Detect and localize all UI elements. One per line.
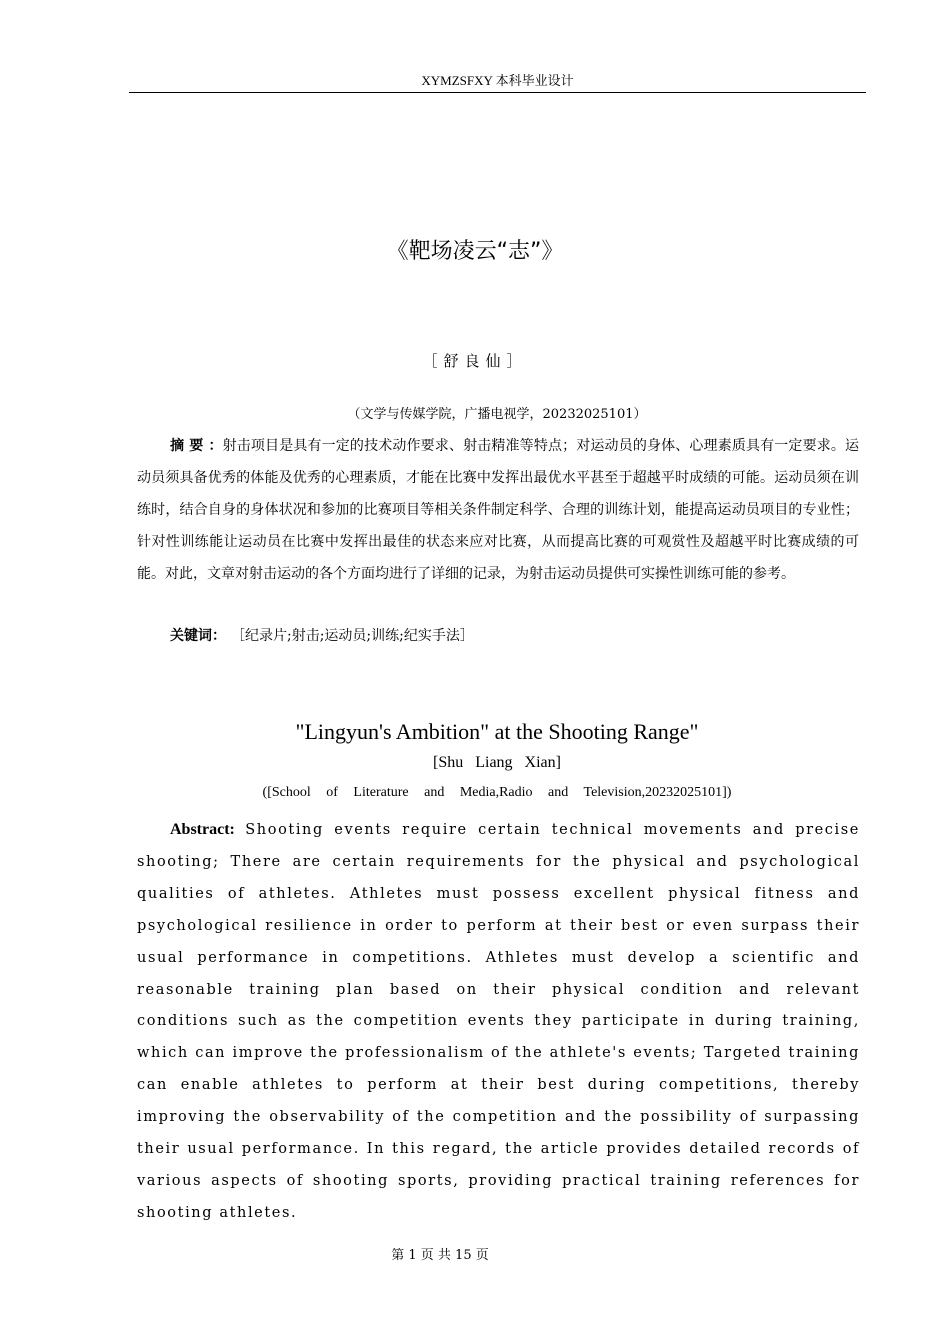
english-affiliation: ([School of Literature and Media,Radio and Television,20232025101]) — [262, 785, 732, 800]
chinese-keywords-label: 关键词： — [170, 628, 226, 644]
chinese-keywords-text: ［纪录片;射击;运动员;训练;纪实手法］ — [238, 628, 474, 644]
page-header: XYMZSFXY 本科毕业设计 — [129, 72, 866, 93]
chinese-abstract-text: 射击项目是具有一定的技术动作要求、射击精准等特点；对运动员的身体、心理素质具有一定要求。运动员须具备优秀的体能及优秀的心理素质，才能在比赛中发挥出最优水平甚至于超越平时成绩的可能。运动员须在训练时，结合自身的身体状况和参加的比赛项目等相关条件制定科学、合理的训练计划，能提高运动员项目的专业性；针对性训练能让运动员在比赛中发挥出最佳的状态来应对比赛，从而提高比赛的可观赏性及超越平时比赛成绩的可能。对此，文章对射击运动的各个方面均进行了详细的记录，为射击运动员提供可实操性训练可能的参考。 — [137, 438, 860, 582]
chinese-affiliation: （文学与传媒学院，广播电视学，20232025101） — [347, 407, 647, 422]
english-title: "Lingyun's Ambition" at the Shooting Range" — [295, 719, 699, 744]
english-abstract-text: Shooting events require certain technical movements and precise shooting; There are certain requirements for the physical and psychological qualities of athletes. Athletes must possess excellent physical fitness and psychological resilience in order to perform at their best or even surpass their usual performance in competitions. Athletes must develop a scientific and reasonable training plan based on their physical condition and relevant conditions such as the competition events they participate in during training, which can improve the professionalism of the athlete's events; Targeted training can enable athletes to perform at their best during competitions, thereby improving the observability of the competition and the possibility of surpassing their usual performance. In this regard, the article provides detailed records of various aspects of shooting sports, providing practical training references for shooting athletes. — [137, 822, 860, 1221]
chinese-abstract — [137, 431, 859, 591]
english-abstract — [137, 814, 860, 1230]
chinese-title: 《靶场凌云“志”》 — [386, 239, 564, 264]
chinese-author: ［舒良仙］ — [422, 352, 528, 370]
page-footer: 第 1 页 共 15 页 — [391, 1248, 489, 1263]
chinese-abstract-label: 摘 要 ： — [170, 438, 223, 454]
chinese-keywords — [170, 624, 474, 648]
english-author: [Shu Liang Xian] — [433, 754, 561, 771]
english-abstract-label: Abstract: — [170, 821, 235, 838]
